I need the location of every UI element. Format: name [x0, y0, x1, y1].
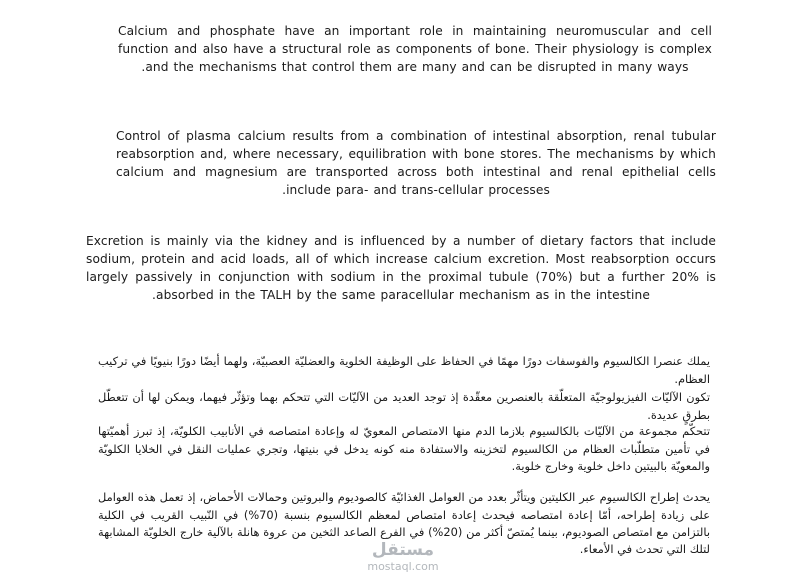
english-paragraph-1: Calcium and phosphate have an important role in maintaining neuromuscular and cell function and also have a structural role as components of bone. Their physiology is complex and the mechanisms that control them are many and can be disrupted in many ways.	[118, 24, 712, 75]
arabic-paragraph-3: تتحكّم مجموعة من الآليّات بالكالسيوم بلازما الدم منها الامتصاص المعويّ له وإعادة امتصاصه في الأنابيب الكلويّة، إذ تبرز أهميّتها في تأمين متطلّبات العظام من الكالسيوم لتخزينه والاستفادة منه كونه يدخل في بنيتها، وتجري عمليات النقل في الخلايا الكلويّة والمعويّة بالبيتين داخل خلوية وخارج خلوية.	[98, 424, 710, 473]
arabic-paragraph-2: تكون الآليّات الفيزيولوجيّة المتعلّقة بالعنصرين معقّدة إذ توجد العديد من الآليّات التي تتحكم بهما وتؤثّر فيهما، ويمكن لها أن تتعطّل بطرقٍ عديدة.	[98, 390, 710, 422]
arabic-paragraph-1: يملك عنصرا الكالسيوم والفوسفات دورًا مهمًا في الحفاظ على الوظيفة الخلوية والعضليّة العصبيّة، ولهما أيضًا دورًا بنيويًا في تركيب العظام.	[98, 354, 710, 386]
watermark-arabic-text: مستقل	[371, 540, 435, 560]
mostaql-watermark	[318, 540, 488, 580]
arabic-paragraph-4: يحدث إطراح الكالسيوم عبر الكليتين ويتأثّر بعدد من العوامل الغذائيّة كالصوديوم والبروتين وحمالات الأحماض، إذ تعمل هذه العوامل على زيادة إطراحه، أمّا إعادة امتصاصه فيحدث إعادة امتصاص لمعظم الكالسيوم بنسبة (70%) في النّبيب القريب في الكلية بالتزامن مع امتصاص الصوديوم، بينما يُمتصّ أكثر من (20%) في الفرع الصاعد الثخين من عروة هانلة بالآلية خارج الخلويّة المشابهة لتلك التي تحدث في الأمعاء.	[98, 490, 710, 556]
watermark-latin-text: mostaql.com	[367, 560, 439, 573]
english-paragraph-2: Control of plasma calcium results from a combination of intestinal absorption, renal tubular reabsorption and, where necessary, equilibration with bone stores. The mechanisms by which calcium and magnesium are transported across both intestinal and renal epithelial cells include para- and trans-cellular processes.	[116, 129, 716, 198]
english-paragraph-3: Excretion is mainly via the kidney and is influenced by a number of dietary factors that include sodium, protein and acid loads, all of which increase calcium excretion. Most reabsorption occurs largely passively in conjunction with sodium in the proximal tubule (70%) but a further 20% is absorbed in the TALH by the same paracellular mechanism as in the intestine.	[86, 234, 716, 303]
